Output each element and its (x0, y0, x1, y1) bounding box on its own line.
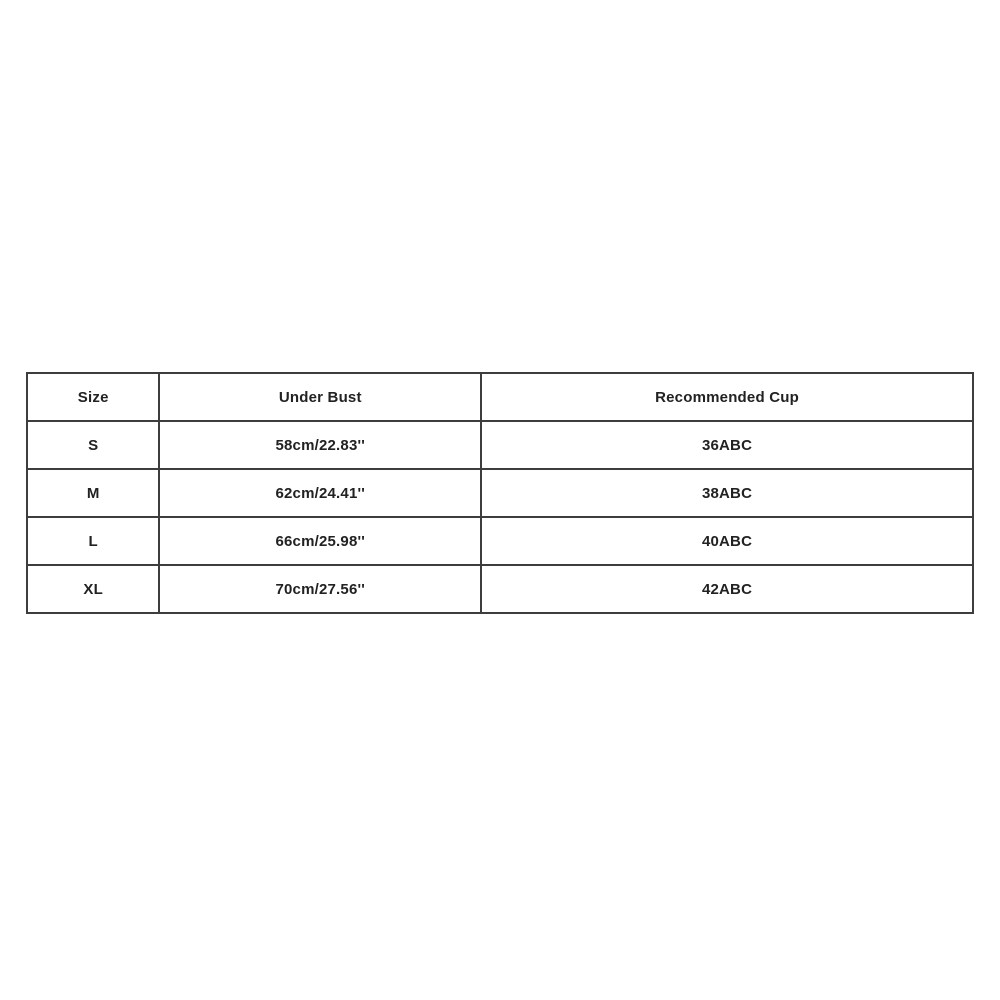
header-size: Size (27, 373, 159, 421)
under-bust-cell: 70cm/27.56'' (159, 565, 481, 613)
cup-cell: 38ABC (481, 469, 973, 517)
cup-cell: 36ABC (481, 421, 973, 469)
header-recommended-cup: Recommended Cup (481, 373, 973, 421)
table-row (27, 469, 973, 517)
under-bust-cell: 66cm/25.98'' (159, 517, 481, 565)
under-bust-cell: 58cm/22.83'' (159, 421, 481, 469)
header-row (27, 373, 973, 421)
under-bust-cell: 62cm/24.41'' (159, 469, 481, 517)
header-under-bust: Under Bust (159, 373, 481, 421)
table-row (27, 517, 973, 565)
size-cell: L (27, 517, 159, 565)
size-cell: XL (27, 565, 159, 613)
size-cell: M (27, 469, 159, 517)
cup-cell: 40ABC (481, 517, 973, 565)
table-row (27, 565, 973, 613)
size-cell: S (27, 421, 159, 469)
table-row (27, 421, 973, 469)
cup-cell: 42ABC (481, 565, 973, 613)
size-chart-table (26, 372, 974, 614)
